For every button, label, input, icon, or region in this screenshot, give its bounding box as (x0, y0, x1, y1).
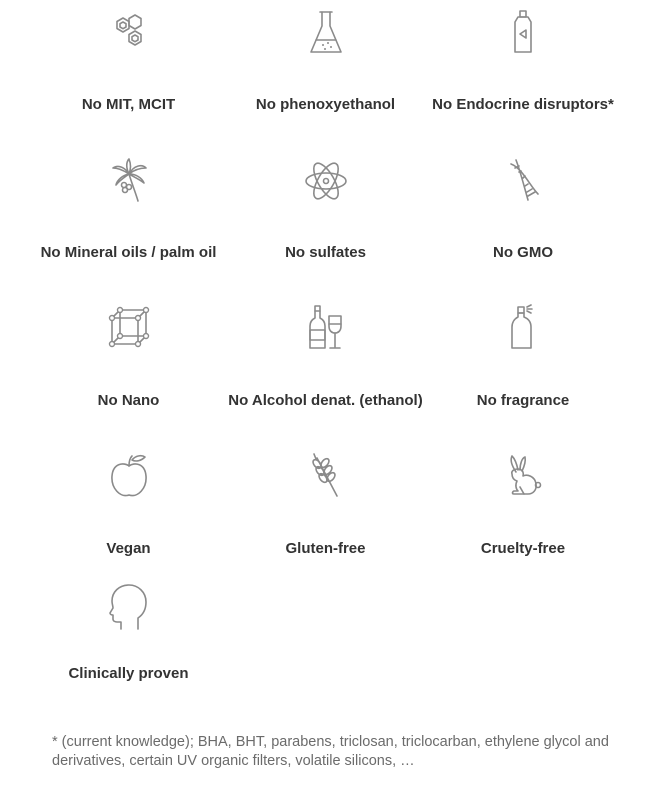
claim-label: No Nano (97, 392, 160, 409)
claim-label: No Mineral oils / palm oil (40, 244, 217, 261)
human-head-icon (104, 582, 154, 632)
dna-strand-icon (498, 156, 548, 206)
rabbit-icon (498, 452, 548, 502)
claim-no-fragrance (424, 296, 622, 444)
tube-icon (498, 8, 548, 58)
claim-label: No Alcohol denat. (ethanol) (228, 392, 423, 409)
claim-label: No fragrance (476, 392, 570, 409)
claim-no-alcohol-denat (227, 296, 424, 444)
claim-no-mit-mcit (30, 0, 227, 148)
spray-bottle-icon (498, 304, 548, 354)
claim-no-phenoxyethanol (227, 0, 424, 148)
claim-label: Cruelty-free (480, 540, 566, 557)
claim-label: No GMO (493, 244, 553, 261)
claim-no-mineral-oils (30, 148, 227, 296)
claim-label: No MIT, MCIT (81, 96, 176, 113)
lab-flask-icon (301, 8, 351, 58)
claim-label: No phenoxyethanol (255, 96, 396, 113)
claim-cruelty-free (424, 444, 622, 574)
atom-icon (301, 156, 351, 206)
wheat-icon (301, 452, 351, 502)
nano-cube-icon (104, 304, 154, 354)
ingredient-claims-grid (30, 0, 622, 722)
claim-no-sulfates (227, 148, 424, 296)
palm-tree-icon (104, 156, 154, 206)
claim-label: Clinically proven (68, 665, 189, 682)
footnote: * (current knowledge); BHA, BHT, parabens, triclosan, triclocarban, ethylene glycol and derivatives, certain UV organic filters, volatile silicons, … (52, 734, 609, 769)
molecule-hexagons-icon (104, 8, 154, 58)
claim-label: Vegan (106, 540, 151, 557)
apple-icon (104, 452, 154, 502)
claim-vegan (30, 444, 227, 574)
claim-label: No Endocrine disruptors* (432, 96, 614, 113)
claim-no-gmo (424, 148, 622, 296)
wine-bottle-glass-icon (301, 304, 351, 354)
claim-label: Gluten-free (285, 540, 366, 557)
claim-clinically-proven (30, 574, 227, 722)
claim-label: No sulfates (285, 244, 366, 261)
claim-gluten-free (227, 444, 424, 574)
claim-no-nano (30, 296, 227, 444)
claim-no-endocrine-disruptors (424, 0, 622, 148)
